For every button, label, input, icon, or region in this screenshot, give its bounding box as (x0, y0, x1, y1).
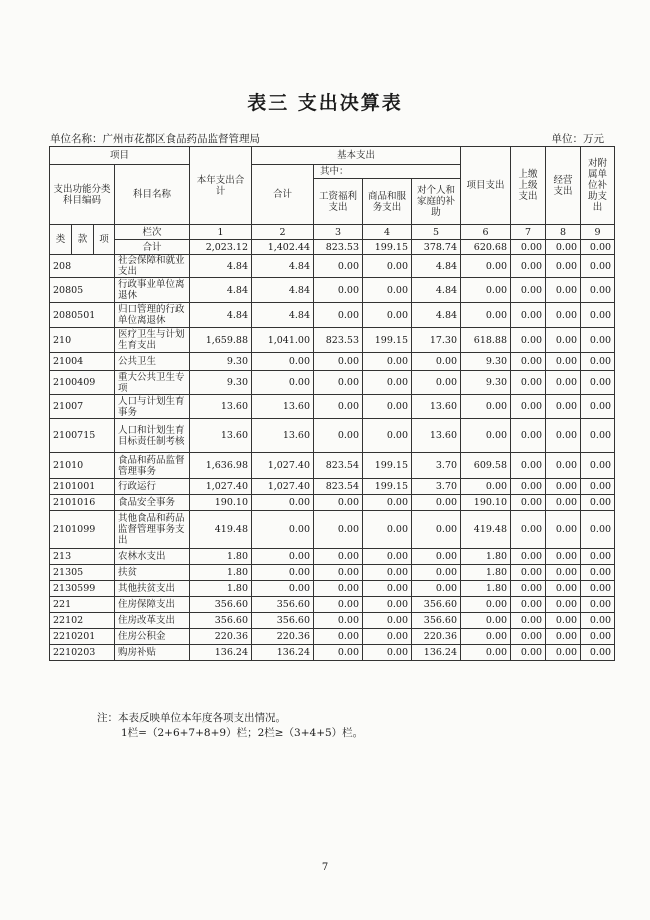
row-value: 0.00 (581, 255, 615, 278)
row-code: 21010 (50, 453, 115, 479)
row-value: 0.00 (546, 419, 581, 453)
row-value: 220.36 (412, 629, 461, 645)
row-value: 0.00 (314, 511, 363, 549)
row-value: 0.00 (461, 645, 511, 661)
row-value: 4.84 (252, 255, 314, 278)
row-value: 0.00 (581, 353, 615, 371)
table-row (50, 278, 615, 303)
row-value: 0.00 (581, 613, 615, 629)
row-value: 0.00 (581, 581, 615, 597)
row-value: 419.48 (461, 511, 511, 549)
row-value: 0.00 (546, 479, 581, 495)
row-value: 0.00 (546, 303, 581, 328)
row-value: 199.15 (363, 479, 412, 495)
header-subsidy: 对个人和家庭的补助 (412, 179, 461, 225)
row-value: 0.00 (412, 565, 461, 581)
row-value: 0.00 (581, 645, 615, 661)
row-value: 0.00 (363, 645, 412, 661)
col-number: 3 (314, 225, 363, 240)
row-value: 199.15 (363, 328, 412, 353)
row-value: 0.00 (546, 565, 581, 581)
row-value: 0.00 (546, 549, 581, 565)
row-value: 0.00 (581, 565, 615, 581)
row-value: 4.84 (412, 255, 461, 278)
row-value: 4.84 (190, 303, 252, 328)
row-subject-name: 社会保障和就业支出 (115, 255, 190, 278)
row-value: 0.00 (581, 395, 615, 419)
row-subject-name: 行政运行 (115, 479, 190, 495)
row-value: 0.00 (314, 597, 363, 613)
row-value: 0.00 (511, 278, 546, 303)
row-value: 0.00 (511, 453, 546, 479)
row-value: 609.58 (461, 453, 511, 479)
row-value: 0.00 (314, 303, 363, 328)
row-value: 0.00 (546, 613, 581, 629)
row-value: 0.00 (581, 328, 615, 353)
header-kuan: 款 (72, 225, 94, 255)
header-affiliate: 对附属单位补助支出 (581, 147, 615, 225)
total-cell: 823.53 (314, 240, 363, 255)
row-value: 1,659.88 (190, 328, 252, 353)
table-row (50, 255, 615, 278)
row-value: 9.30 (190, 353, 252, 371)
row-value: 0.00 (412, 495, 461, 511)
total-cell: 0.00 (511, 240, 546, 255)
row-value: 0.00 (314, 278, 363, 303)
row-value: 0.00 (363, 278, 412, 303)
row-value: 136.24 (190, 645, 252, 661)
row-value: 0.00 (546, 278, 581, 303)
table-row (50, 453, 615, 479)
row-value: 0.00 (252, 371, 314, 395)
row-value: 0.00 (363, 629, 412, 645)
row-value: 13.60 (190, 395, 252, 419)
row-value: 823.53 (314, 328, 363, 353)
header-business: 经营支出 (546, 147, 581, 225)
row-value: 0.00 (363, 581, 412, 597)
row-value: 0.00 (314, 371, 363, 395)
footnote-line: 1栏=（2+6+7+8+9）栏；2栏≥（3+4+5）栏。 (121, 727, 364, 739)
row-value: 3.70 (412, 479, 461, 495)
row-value: 0.00 (546, 255, 581, 278)
row-code: 208 (50, 255, 115, 278)
row-value: 0.00 (363, 549, 412, 565)
row-value: 0.00 (546, 511, 581, 549)
row-subject-name: 住房改革支出 (115, 613, 190, 629)
header-xiang: 项 (94, 225, 115, 255)
table-row (50, 479, 615, 495)
row-value: 4.84 (252, 303, 314, 328)
row-value: 0.00 (546, 328, 581, 353)
row-value: 4.84 (252, 278, 314, 303)
row-code: 21004 (50, 353, 115, 371)
header-item: 项目 (50, 147, 190, 165)
row-value: 17.30 (412, 328, 461, 353)
row-code: 213 (50, 549, 115, 565)
row-value: 4.84 (412, 303, 461, 328)
row-value: 0.00 (363, 303, 412, 328)
row-subject-name: 食品和药品监督管理事务 (115, 453, 190, 479)
table-row (50, 511, 615, 549)
row-value: 0.00 (314, 549, 363, 565)
row-subject-name: 农林水支出 (115, 549, 190, 565)
row-value: 0.00 (511, 565, 546, 581)
row-value: 0.00 (546, 597, 581, 613)
row-value: 1.80 (461, 565, 511, 581)
row-subject-name: 购房补贴 (115, 645, 190, 661)
row-value: 0.00 (546, 581, 581, 597)
row-value: 13.60 (252, 419, 314, 453)
row-value: 0.00 (461, 278, 511, 303)
row-value: 0.00 (363, 613, 412, 629)
row-value: 136.24 (412, 645, 461, 661)
row-value: 0.00 (581, 597, 615, 613)
row-value: 0.00 (314, 629, 363, 645)
row-value: 0.00 (363, 371, 412, 395)
row-value: 0.00 (412, 371, 461, 395)
row-value: 0.00 (581, 511, 615, 549)
row-code: 2210201 (50, 629, 115, 645)
row-value: 0.00 (511, 495, 546, 511)
row-value: 0.00 (546, 353, 581, 371)
row-value: 13.60 (190, 419, 252, 453)
header-upper: 上缴上级支出 (511, 147, 546, 225)
row-value: 3.70 (412, 453, 461, 479)
row-value: 823.54 (314, 453, 363, 479)
row-code: 2130599 (50, 581, 115, 597)
row-value: 0.00 (412, 549, 461, 565)
row-value: 0.00 (314, 495, 363, 511)
row-value: 0.00 (511, 395, 546, 419)
row-subject-name: 扶贫 (115, 565, 190, 581)
total-cell: 1,402.44 (252, 240, 314, 255)
row-code: 21007 (50, 395, 115, 419)
row-value: 0.00 (314, 565, 363, 581)
row-value: 0.00 (581, 629, 615, 645)
total-cell: 0.00 (546, 240, 581, 255)
row-value: 0.00 (252, 565, 314, 581)
row-value: 1,027.40 (252, 453, 314, 479)
row-value: 1,636.98 (190, 453, 252, 479)
table-row (50, 613, 615, 629)
row-code: 221 (50, 597, 115, 613)
expenditure-table (49, 146, 615, 661)
table-row (50, 395, 615, 419)
row-value: 0.00 (363, 395, 412, 419)
row-code: 2100715 (50, 419, 115, 453)
row-value: 1,041.00 (252, 328, 314, 353)
table-row (50, 419, 615, 453)
col-number: 1 (190, 225, 252, 240)
row-value: 0.00 (314, 419, 363, 453)
row-value: 1,027.40 (252, 479, 314, 495)
row-subject-name: 其他食品和药品监督管理事务支出 (115, 511, 190, 549)
row-value: 0.00 (252, 495, 314, 511)
row-value: 0.00 (546, 371, 581, 395)
table-row (50, 565, 615, 581)
row-value: 0.00 (461, 597, 511, 613)
row-code: 22102 (50, 613, 115, 629)
row-value: 0.00 (546, 495, 581, 511)
row-value: 419.48 (190, 511, 252, 549)
total-cell: 378.74 (412, 240, 461, 255)
row-value: 0.00 (461, 255, 511, 278)
row-value: 0.00 (511, 328, 546, 353)
header-lanci: 栏次 (115, 225, 190, 240)
row-value: 0.00 (314, 645, 363, 661)
row-value: 13.60 (252, 395, 314, 419)
row-value: 0.00 (546, 645, 581, 661)
row-subject-name: 行政事业单位离退休 (115, 278, 190, 303)
row-value: 0.00 (363, 419, 412, 453)
row-value: 356.60 (252, 597, 314, 613)
total-cell: 199.15 (363, 240, 412, 255)
row-value: 0.00 (363, 353, 412, 371)
row-code: 2101099 (50, 511, 115, 549)
header-total-year: 本年支出合计 (190, 147, 252, 225)
row-value: 356.60 (252, 613, 314, 629)
row-value: 1,027.40 (190, 479, 252, 495)
row-value: 0.00 (511, 255, 546, 278)
row-value: 356.60 (190, 597, 252, 613)
row-value: 136.24 (252, 645, 314, 661)
row-code: 2101001 (50, 479, 115, 495)
table-row (50, 495, 615, 511)
row-value: 0.00 (511, 613, 546, 629)
row-value: 0.00 (511, 597, 546, 613)
row-code: 2210203 (50, 645, 115, 661)
table-row (50, 645, 615, 661)
total-cell: 620.68 (461, 240, 511, 255)
row-code: 2100409 (50, 371, 115, 395)
row-value: 0.00 (314, 395, 363, 419)
row-value: 0.00 (461, 479, 511, 495)
header-of-which: 其中： (314, 165, 461, 179)
col-number: 5 (412, 225, 461, 240)
page-number: 7 (321, 862, 329, 873)
header-basic-total: 合计 (252, 165, 314, 225)
table-row (50, 629, 615, 645)
table-row (50, 371, 615, 395)
row-value: 0.00 (546, 629, 581, 645)
row-value: 220.36 (190, 629, 252, 645)
table-row (50, 303, 615, 328)
row-value: 618.88 (461, 328, 511, 353)
row-value: 0.00 (511, 581, 546, 597)
row-value: 9.30 (461, 371, 511, 395)
row-value: 0.00 (314, 581, 363, 597)
table-row (50, 597, 615, 613)
row-value: 1.80 (461, 549, 511, 565)
header-func-code: 支出功能分类科目编码 (50, 165, 115, 225)
row-value: 0.00 (511, 371, 546, 395)
row-value: 0.00 (363, 597, 412, 613)
row-subject-name: 重大公共卫生专项 (115, 371, 190, 395)
row-subject-name: 医疗卫生与计划生育支出 (115, 328, 190, 353)
header-basic: 基本支出 (252, 147, 461, 165)
row-value: 0.00 (461, 629, 511, 645)
header-wages: 工资福利支出 (314, 179, 363, 225)
row-value: 0.00 (252, 549, 314, 565)
row-value: 0.00 (511, 645, 546, 661)
row-subject-name: 人口与计划生育事务 (115, 395, 190, 419)
row-value: 0.00 (363, 495, 412, 511)
row-value: 0.00 (511, 353, 546, 371)
row-value: 0.00 (581, 453, 615, 479)
row-code: 2080501 (50, 303, 115, 328)
header-project: 项目支出 (461, 147, 511, 225)
col-number: 2 (252, 225, 314, 240)
row-value: 1.80 (190, 565, 252, 581)
row-value: 0.00 (581, 479, 615, 495)
row-value: 0.00 (581, 303, 615, 328)
row-value: 4.84 (190, 255, 252, 278)
unit-name-label: 单位名称：广州市花都区食品药品监督管理局 (50, 133, 260, 145)
row-value: 190.10 (461, 495, 511, 511)
row-value: 0.00 (581, 495, 615, 511)
total-cell: 2,023.12 (190, 240, 252, 255)
total-cell: 0.00 (581, 240, 615, 255)
unit-label: 单位：万元 (551, 133, 604, 145)
col-number: 7 (511, 225, 546, 240)
footnote-line: 注：本表反映单位本年度各项支出情况。 (97, 712, 286, 724)
row-value: 0.00 (511, 549, 546, 565)
row-value: 4.84 (190, 278, 252, 303)
row-value: 0.00 (412, 353, 461, 371)
row-value: 0.00 (363, 255, 412, 278)
row-subject-name: 住房公积金 (115, 629, 190, 645)
row-subject-name: 归口管理的行政单位离退休 (115, 303, 190, 328)
row-value: 0.00 (461, 395, 511, 419)
row-value: 9.30 (461, 353, 511, 371)
row-value: 0.00 (363, 565, 412, 581)
row-value: 1.80 (461, 581, 511, 597)
row-value: 356.60 (412, 597, 461, 613)
row-value: 220.36 (252, 629, 314, 645)
row-value: 0.00 (546, 453, 581, 479)
row-value: 199.15 (363, 453, 412, 479)
table-row (50, 328, 615, 353)
row-code: 210 (50, 328, 115, 353)
row-value: 0.00 (511, 629, 546, 645)
header-lei: 类 (50, 225, 72, 255)
row-value: 0.00 (412, 511, 461, 549)
row-value: 0.00 (511, 511, 546, 549)
row-value: 0.00 (314, 255, 363, 278)
row-value: 0.00 (461, 303, 511, 328)
row-subject-name: 食品安全事务 (115, 495, 190, 511)
total-row (50, 240, 615, 255)
row-subject-name: 人口和计划生育目标责任制考核 (115, 419, 190, 453)
table-row (50, 581, 615, 597)
row-value: 0.00 (252, 511, 314, 549)
row-code: 21305 (50, 565, 115, 581)
row-value: 0.00 (314, 353, 363, 371)
col-number: 8 (546, 225, 581, 240)
row-subject-name: 公共卫生 (115, 353, 190, 371)
row-value: 356.60 (412, 613, 461, 629)
row-value: 0.00 (363, 511, 412, 549)
row-value: 0.00 (581, 371, 615, 395)
row-value: 0.00 (546, 395, 581, 419)
row-value: 0.00 (511, 479, 546, 495)
row-value: 1.80 (190, 581, 252, 597)
row-value: 0.00 (581, 278, 615, 303)
row-value: 13.60 (412, 419, 461, 453)
table-row (50, 353, 615, 371)
row-value: 0.00 (314, 613, 363, 629)
page-title: 表三 支出决算表 (247, 92, 403, 114)
total-label: 合计 (115, 240, 190, 255)
row-value: 0.00 (412, 581, 461, 597)
row-value: 0.00 (511, 303, 546, 328)
row-subject-name: 住房保障支出 (115, 597, 190, 613)
row-value: 823.54 (314, 479, 363, 495)
row-value: 0.00 (581, 419, 615, 453)
footnote (97, 711, 363, 741)
row-value: 190.10 (190, 495, 252, 511)
row-value: 0.00 (252, 353, 314, 371)
header-goods: 商品和服务支出 (363, 179, 412, 225)
row-value: 0.00 (461, 613, 511, 629)
row-value: 1.80 (190, 549, 252, 565)
header-subject-name: 科目名称 (115, 165, 190, 225)
col-number: 9 (581, 225, 615, 240)
row-code: 2101016 (50, 495, 115, 511)
row-value: 4.84 (412, 278, 461, 303)
row-code: 20805 (50, 278, 115, 303)
row-value: 356.60 (190, 613, 252, 629)
col-number: 6 (461, 225, 511, 240)
row-subject-name: 其他扶贫支出 (115, 581, 190, 597)
row-value: 0.00 (511, 419, 546, 453)
col-number: 4 (363, 225, 412, 240)
table-row (50, 549, 615, 565)
row-value: 0.00 (581, 549, 615, 565)
row-value: 0.00 (252, 581, 314, 597)
row-value: 9.30 (190, 371, 252, 395)
row-value: 0.00 (461, 419, 511, 453)
row-value: 13.60 (412, 395, 461, 419)
